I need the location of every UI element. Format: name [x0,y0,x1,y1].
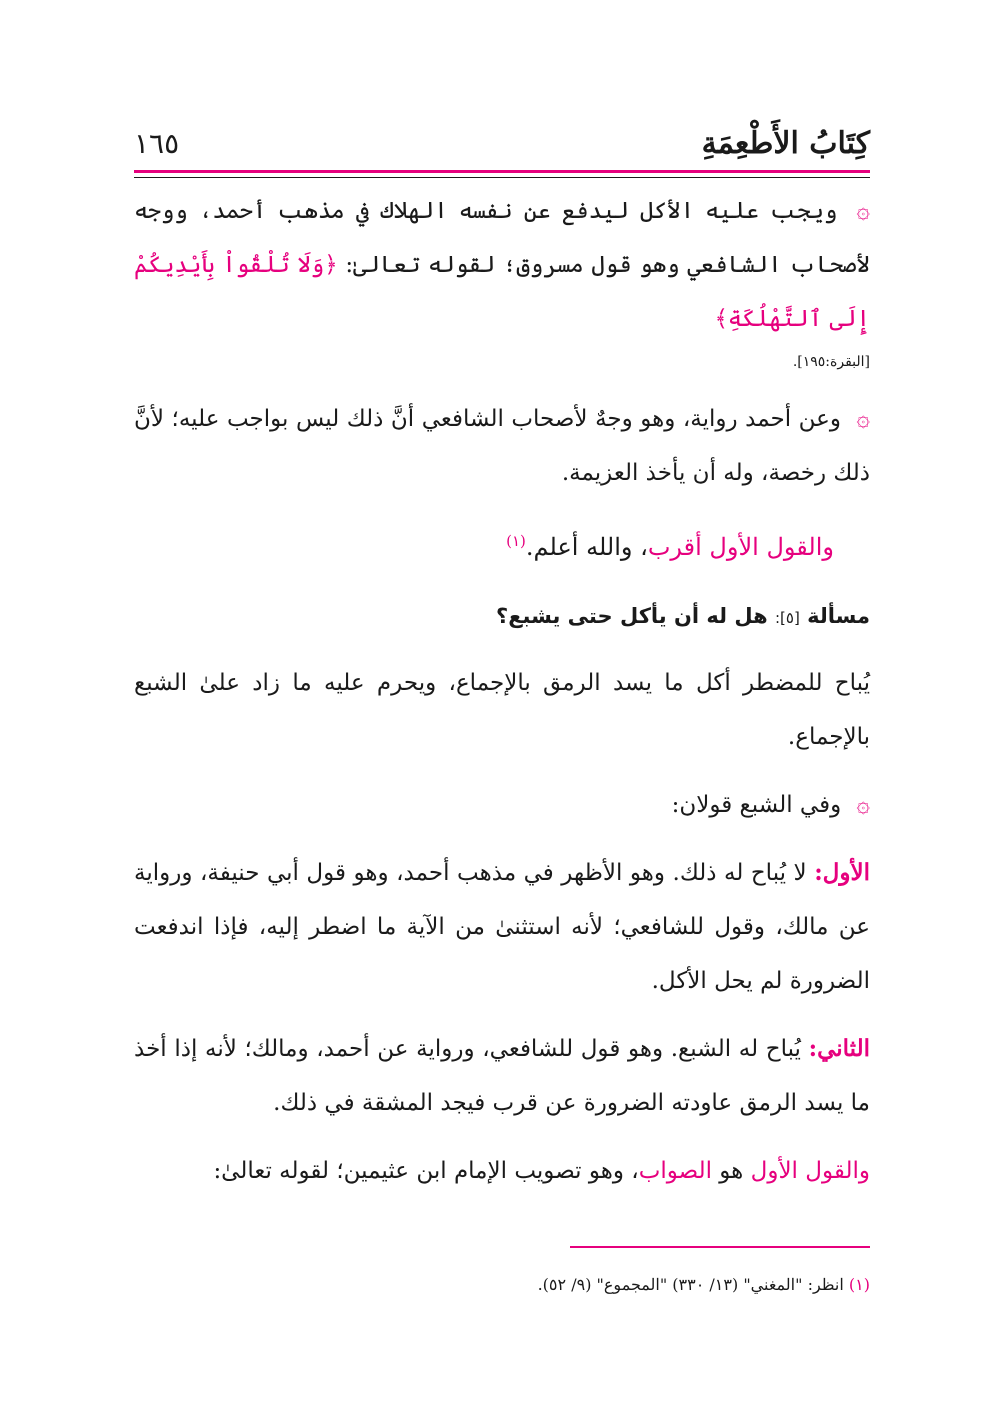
paragraph-2 [134,392,870,500]
paragraph-5-text: وفي الشبع قولان: [671,792,842,818]
second-opinion-label: الثاني: [808,1035,870,1062]
question-heading [134,596,870,638]
paragraph-4: يُباح للمضطر أكل ما يسد الرمق بالإجماع، ويحرم عليه ما زاد علىٰ الشبع بالإجماع. [134,670,870,750]
page-header [134,118,870,168]
footnote-marker: (١) [506,532,526,550]
paragraph-8-rest: ، وهو تصويب الإمام ابن عثيمين؛ لقوله تعالىٰ: [213,1158,639,1184]
first-opinion-label: الأول: [814,859,871,886]
paragraph-8 [134,1144,870,1198]
paragraph-5 [134,778,870,832]
paragraph-1 [134,184,870,346]
highlighted-phrase: والقول الأول أقرب [647,533,834,561]
paragraph-6-text: لا يُباح له ذلك. وهو الأظهر في مذهب أحمد، وهو قول أبي حنيفة، ورواية عن مالك، وقول للشافعي؛ لأنه استثنىٰ من الآية ما اضطر إليه، فإذا اندفعت الضرورة لم يحل الأكل. [134,860,870,994]
footnote-number: (١) [848,1275,870,1294]
page-number: ١٦٥ [134,126,180,160]
paragraph-2-text: وعن أحمد رواية، وهو وجهٌ لأصحاب الشافعي أنَّ ذلك ليس بواجب عليه؛ لأنَّ ذلك رخصة، وله أن يأخذ العزيمة. [134,406,870,486]
question-text: هل له أن يأكل حتى يشبع؟ [496,604,768,628]
conclusion-line [134,514,870,574]
page-body [134,184,870,1212]
flower-icon: ۞ [856,406,871,432]
header-rule [134,170,870,178]
highlighted-phrase: والقول الأول [750,1158,870,1184]
paragraph-7 [134,1022,870,1130]
paragraph-6 [134,846,870,1008]
footnote [134,1270,870,1300]
question-prefix: مسألة [807,604,870,628]
highlighted-word: الصواب [638,1158,712,1184]
flower-icon: ۞ [856,792,870,818]
footnote-rule [570,1246,870,1248]
question-number: [٥]: [774,609,800,627]
verse-reference: [البقرة:١٩٥]. [792,354,870,370]
paragraph-7-text: يُباح له الشبع. وهو قول للشافعي، ورواية عن أحمد، ومالك؛ لأنه إذا أخذ ما يسد الرمق عاودته الضرورة عن قرب فيجد المشقة في ذلك. [134,1036,870,1116]
footnote-text: انظر: "المغني" (١٣/ ٣٣٠) "المجموع" (٩/ ٥٢). [537,1275,844,1294]
chapter-title: كِتَابُ الأَطْعِمَةِ [701,125,870,161]
paragraph-1-text: ويجب عليه الأكل ليدفع عن نفسه الهلاك في مذهب أحمد، ووجه لأصحاب الشافعي وهو قول مسروق؛ لقوله تعالىٰ: [134,198,871,278]
quran-verse: ﴿وَلَا تُلْقُواْ بِأَيْدِيكُمْ إِلَى ٱلتَّهْلُكَةِ﴾ [134,252,870,332]
flower-icon: ۞ [856,198,870,224]
paragraph-8-mid: هو [711,1158,751,1184]
conclusion-rest: ، والله أعلم. [525,533,648,561]
